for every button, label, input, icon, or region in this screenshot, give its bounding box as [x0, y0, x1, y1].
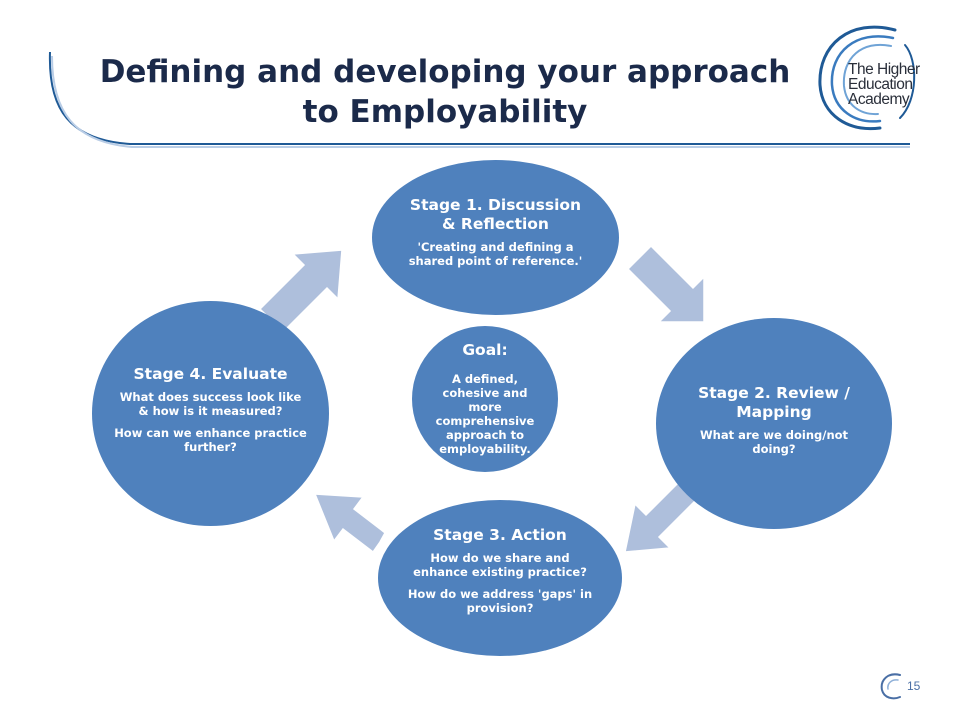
- goal-circle: [412, 326, 558, 472]
- stage3-heading: Stage 3. Action: [433, 525, 567, 544]
- stage4-text-2: How can we enhance practice further?: [114, 426, 307, 454]
- goal-text: A defined, cohesive and more comprehensive approach to employability.: [435, 371, 535, 456]
- stage4-heading: Stage 4. Evaluate: [133, 365, 288, 383]
- stage1-circle: [372, 160, 619, 315]
- stage1-text: 'Creating and defining a shared point of reference.': [408, 239, 583, 268]
- logo-line3: Academy: [848, 91, 910, 108]
- stage4-circle: [92, 301, 329, 526]
- stage3-text-2: How do we address 'gaps' in provision?: [407, 586, 593, 615]
- stage1-heading: Stage 1. Discussion & Reflection: [409, 195, 582, 233]
- arrow-stage1-to-stage2: [628, 246, 704, 322]
- hea-logo: [848, 62, 928, 107]
- logo-line1: The Higher: [848, 61, 920, 78]
- page-number: 15: [907, 679, 921, 693]
- stage2-text: What are we doing/not doing?: [699, 427, 849, 456]
- stage4-text-1: What does success look like & how is it measured?: [119, 390, 302, 418]
- stage3-circle: [378, 500, 622, 656]
- footer-swirl-icon: [882, 674, 900, 698]
- stage2-circle: [656, 318, 892, 529]
- stage3-text-1: How do we share and enhance existing practice?: [413, 550, 587, 579]
- goal-heading: Goal:: [462, 340, 508, 359]
- slide-title-line1: Defining and developing your approach: [99, 54, 791, 90]
- arrow-stage3-to-stage4: [315, 494, 391, 552]
- logo-line2: Education: [848, 76, 913, 93]
- stage2-heading: Stage 2. Review / Mapping: [698, 383, 850, 421]
- slide-title-line2: to Employability: [302, 94, 588, 130]
- slide-title: [95, 52, 795, 132]
